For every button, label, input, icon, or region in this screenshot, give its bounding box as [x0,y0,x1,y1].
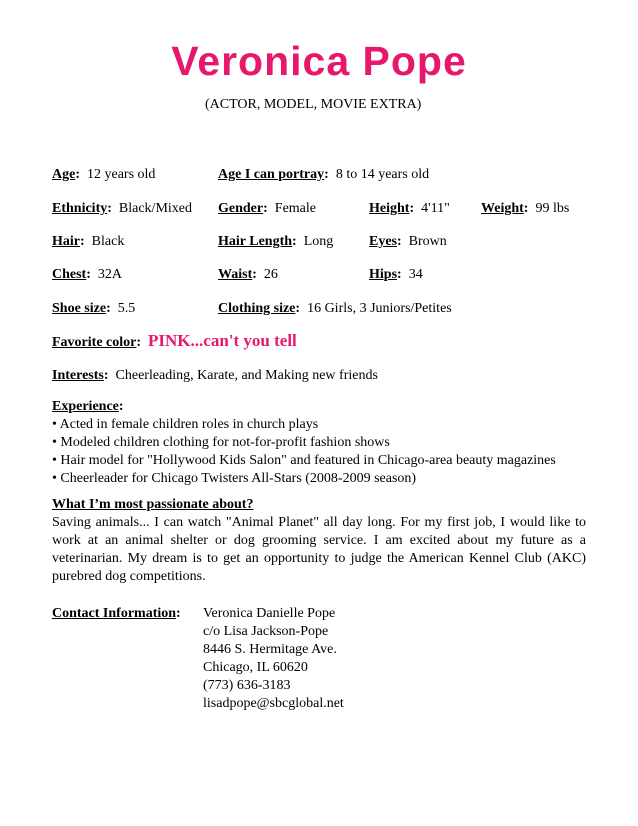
favorite-color-value: PINK...can't you tell [148,331,297,350]
experience-heading: Experience [52,399,119,414]
passion-text: Saving animals... I can watch "Animal Planet" all day long. For my first job, I would like to work at an animal shelter or dog grooming service. I am excited about my future as a veterinarian. My dream is to get an opportunity to judge the American Kennel Club (AKC) purebred dog competitions. [52,515,586,584]
interests: Interests: Cheerleading, Karate, and Making new friends [52,368,378,383]
stat-ethnicity-value: Black/Mixed [118,201,193,216]
stat-hair-label: Hair [52,234,80,249]
passion-heading-wrap [52,496,253,514]
contact-line: Veronica Danielle Pope [203,606,336,621]
stat-weight: Weight: 99 lbs [481,201,570,216]
resume-roles: (ACTOR, MODEL, MOVIE EXTRA) [205,97,422,112]
stat-hair-length-label: Hair Length [218,234,293,249]
contact-line: 8446 S. Hermitage Ave. [203,642,337,657]
list-item: • Modeled children clothing for not-for-profit fashion shows [52,435,390,450]
stat-age-label: Age [52,167,76,182]
stat-chest-label: Chest [52,267,87,282]
stat-clothing-label: Clothing size [218,301,296,316]
stat-waist-label: Waist [218,267,253,282]
stat-eyes-value: Brown [408,234,447,249]
contact-label: Contact Information [52,606,177,621]
stat-ethnicity-label: Ethnicity [52,201,108,216]
stat-hips-value: 34 [408,267,423,282]
interests-value: Cheerleading, Karate, and Making new friends [115,368,378,383]
stat-waist-value: 26 [263,267,278,282]
stat-gender-label: Gender [218,201,264,216]
stat-hair-length-value: Long [303,234,334,249]
stat-hips-label: Hips [369,267,398,282]
stat-age: Age: 12 years old [52,167,156,182]
stat-hips: Hips: 34 [369,267,423,282]
resume-name: Veronica Pope [171,38,467,84]
stat-eyes: Eyes: Brown [369,234,447,249]
interests-label: Interests [52,368,104,383]
stat-chest-value: 32A [97,267,123,282]
stat-clothing: Clothing size: 16 Girls, 3 Juniors/Petites [218,301,452,316]
stat-height: Height: 4'11" [369,201,450,216]
contact-line: (773) 636-3183 [203,678,291,693]
stat-portray-label: Age I can portray [218,167,325,182]
favorite-color-label: Favorite color [52,335,137,350]
favorite-color: Favorite color: PINK...can't you tell [52,331,297,350]
stat-weight-label: Weight [481,201,524,216]
stat-gender: Gender: Female [218,201,316,216]
stat-weight-value: 99 lbs [535,201,570,216]
stat-portray: Age I can portray: 8 to 14 years old [218,167,430,182]
contact-line: Chicago, IL 60620 [203,660,308,675]
stat-gender-value: Female [274,201,316,216]
stat-shoe-value: 5.5 [117,301,136,316]
list-item: • Acted in female children roles in church plays [52,417,319,432]
passion-heading: What I’m most passionate about? [52,497,254,512]
stat-chest: Chest: 32A [52,267,123,282]
contact-email: lisadpope@sbcglobal.net [203,696,344,711]
stat-clothing-value: 16 Girls, 3 Juniors/Petites [307,301,452,316]
contact-label-wrap: Contact Information: [52,606,181,621]
contact-line: c/o Lisa Jackson-Pope [203,624,329,639]
stat-height-label: Height [369,201,410,216]
stat-hair-value: Black [91,234,125,249]
list-item: • Cheerleader for Chicago Twisters All-Stars (2008-2009 season) [52,471,417,486]
experience-section: Experience: • Acted in female children roles in church plays • Modeled children clothing for not-for-profit fashion shows • Hair model for "Hollywood Kids Salon" and featured in Chicago-area beauty magazines • Cheerleader for Chicago Twisters All-Stars (2008-2009 season) [52,399,556,486]
stat-shoe: Shoe size: 5.5 [52,301,136,316]
stat-waist: Waist: 26 [218,267,278,282]
stat-age-value: 12 years old [87,167,156,182]
stat-eyes-label: Eyes [369,234,397,249]
stat-portray-value: 8 to 14 years old [335,167,430,182]
contact-details [203,605,344,713]
stat-hair: Hair: Black [52,234,125,249]
stat-ethnicity: Ethnicity: Black/Mixed [52,201,193,216]
stat-height-value: 4'11" [421,201,450,216]
stat-shoe-label: Shoe size [52,301,107,316]
list-item: • Hair model for "Hollywood Kids Salon" and featured in Chicago-area beauty magazines [52,453,556,468]
stat-hair-length: Hair Length: Long [218,234,334,249]
